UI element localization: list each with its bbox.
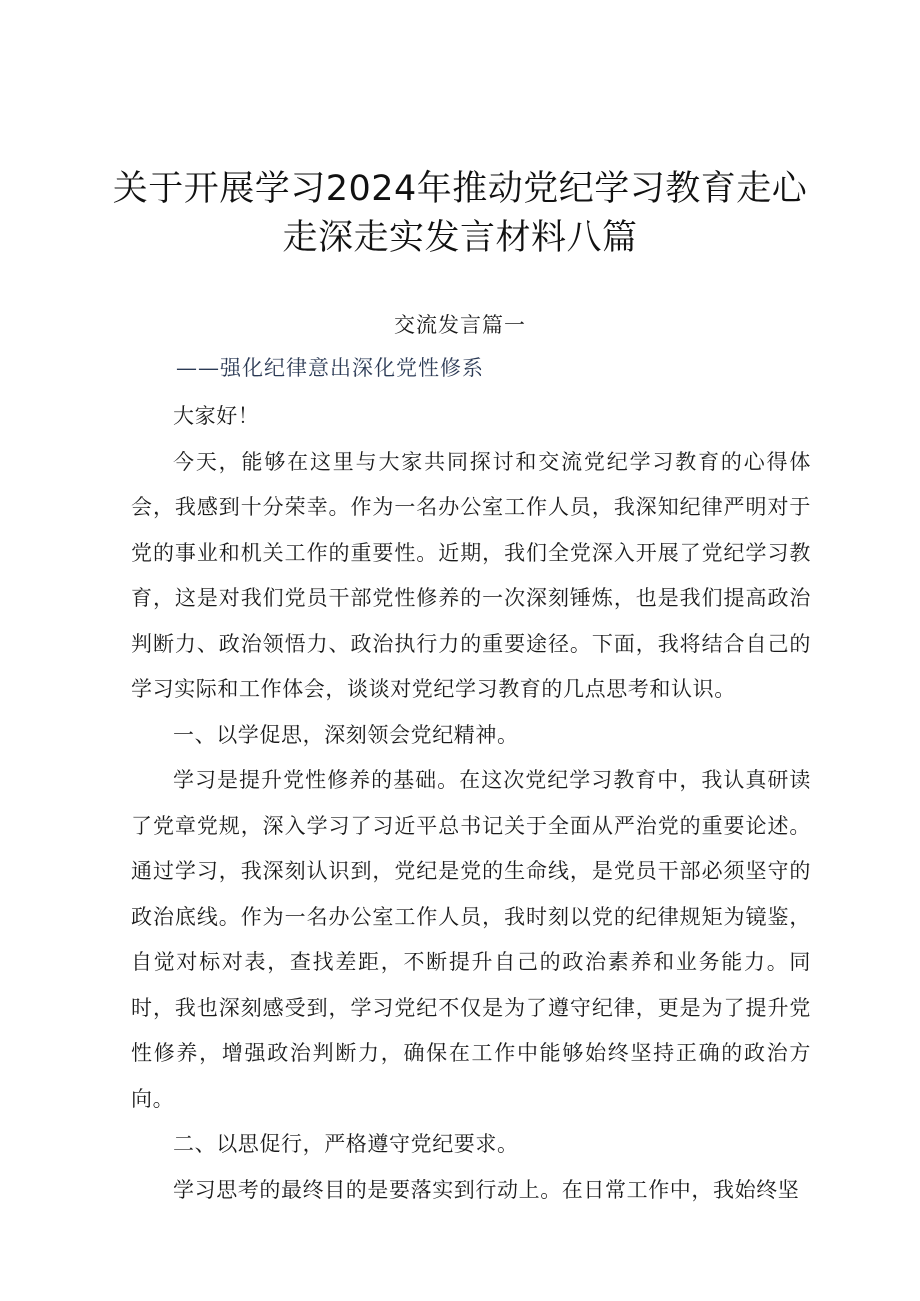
point-two-paragraph: 学习思考的最终目的是要落实到行动上。在日常工作中，我始终坚	[173, 1177, 800, 1202]
section-subtitle: ——强化纪律意出深化党性修系	[176, 356, 484, 380]
greeting-paragraph: 大家好！	[173, 404, 260, 428]
section-heading: 交流发言篇一	[394, 313, 526, 337]
point-one-heading: 一、以学促思，深刻领会党纪精神。	[173, 722, 519, 747]
document-title-line-2: 走深走实发言材料八篇	[282, 218, 638, 258]
body-text	[131, 394, 811, 1213]
point-one-paragraph: 学习是提升党性修养的基础。在这次党纪学习教育中，我认真研读了党章党规，深入学习了习近平总书记关于全面从严治党的重要论述。通过学习，我深刻认识到，党纪是党的生命线，是党员干部必须坚守的政治底线。作为一名办公室工作人员，我时刻以党的纪律规矩为镜鉴，自觉对标对表，查找差距，不断提升自己的政治素养和业务能力。同时，我也深刻感受到，学习党纪不仅是为了遵守纪律，更是为了提升党性修养，增强政治判断力，确保在工作中能够始终坚持正确的政治方向。	[131, 768, 811, 1111]
document-title-line-1: 关于开展学习2024年推动党纪学习教育走心	[112, 169, 808, 209]
intro-paragraph: 今天，能够在这里与大家共同探讨和交流党纪学习教育的心得体会，我感到十分荣幸。作为一名办公室工作人员，我深知纪律严明对于党的事业和机关工作的重要性。近期，我们全党深入开展了党纪学习教育，这是对我们党员干部党性修养的一次深刻锤炼，也是我们提高政治判断力、政治领悟力、政治执行力的重要途径。下面，我将结合自己的学习实际和工作体会，谈谈对党纪学习教育的几点思考和认识。	[131, 449, 811, 701]
point-two-heading: 二、以思促行，严格遵守党纪要求。	[173, 1132, 519, 1156]
